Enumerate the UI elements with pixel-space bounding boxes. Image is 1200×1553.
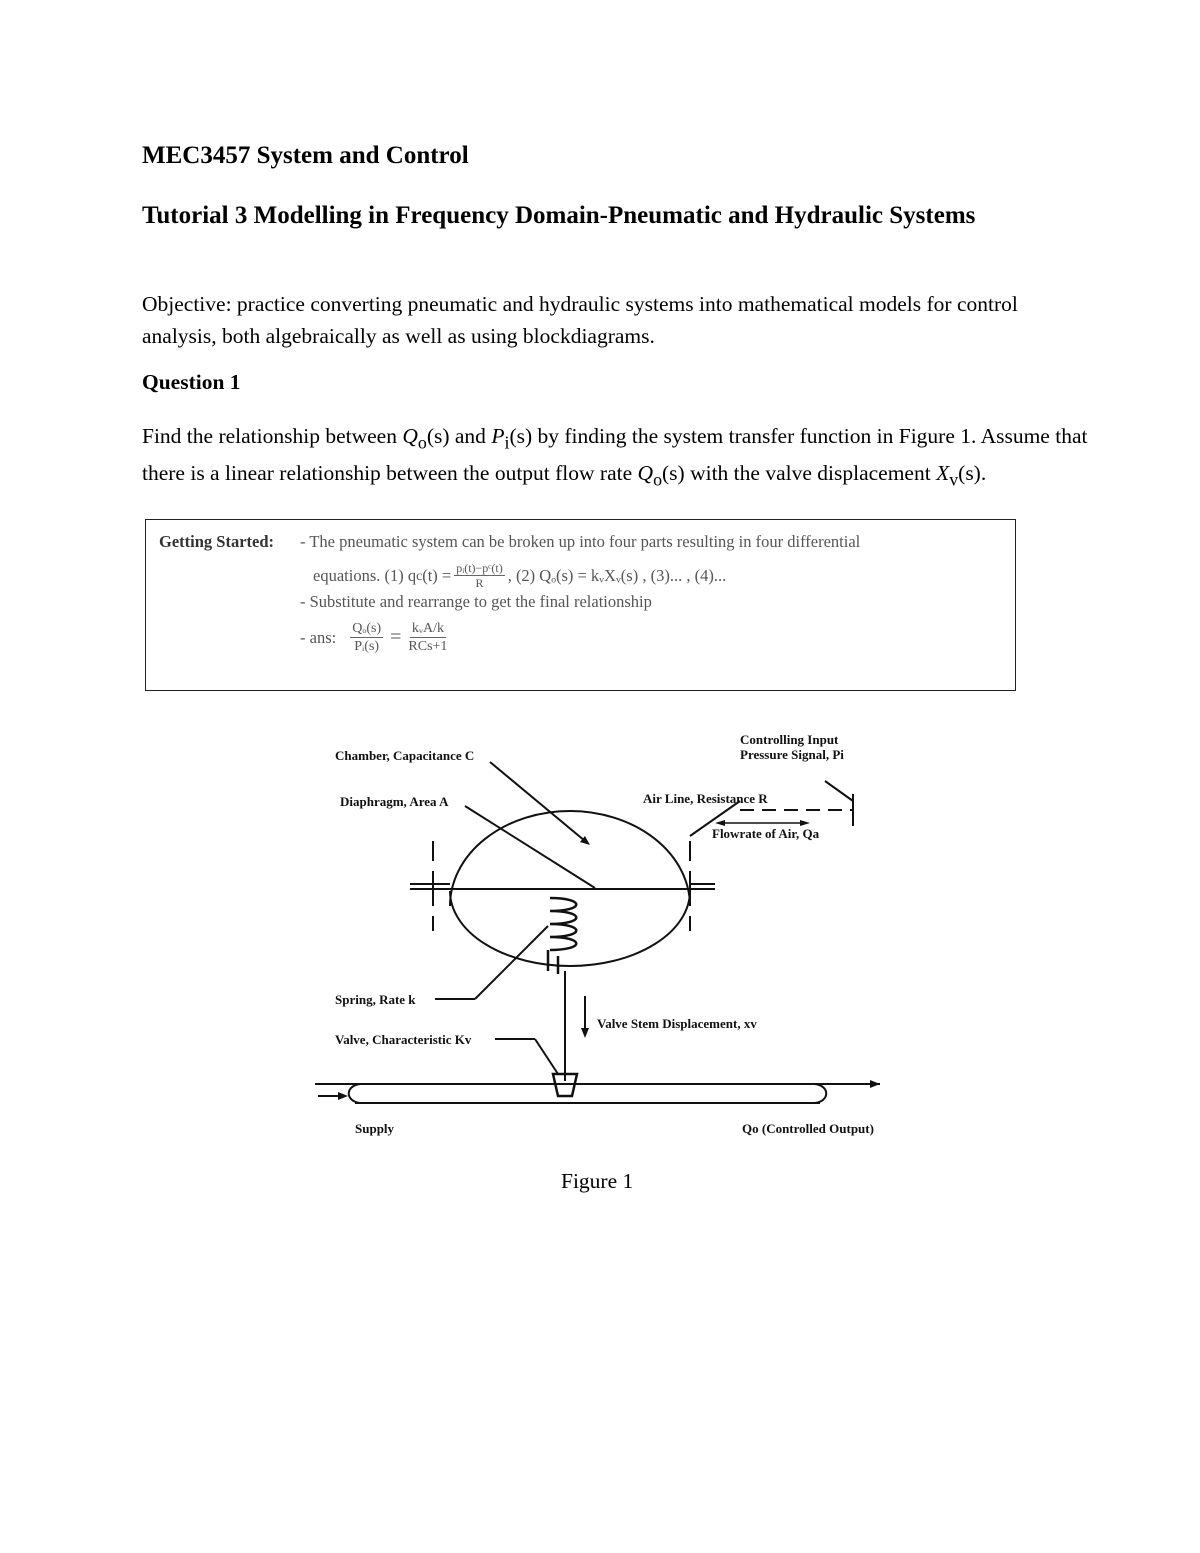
arg-s: (s)	[958, 461, 981, 486]
figure-caption: Figure 1	[561, 1169, 634, 1193]
question-and: and	[449, 424, 492, 448]
var-Xv-sub: v	[949, 469, 959, 490]
ans-rhs-fraction	[408, 620, 447, 655]
diaphragm-leader	[465, 806, 595, 888]
eq1-t: (t) =	[422, 565, 452, 585]
var-Qo: Q	[637, 461, 654, 486]
var-Qo: Q	[402, 424, 418, 448]
chamber-top-arc	[450, 811, 690, 906]
question-part2: by finding the system transfer function in Figure 1. Assume that there is a linear relationship between the output flow rate	[142, 424, 1088, 486]
getting-started-line1: - The pneumatic system can be broken up into four parts resulting in four differential	[300, 532, 861, 551]
arg-s: (s)	[509, 424, 533, 448]
getting-started-box	[145, 519, 1016, 691]
ans-rhs-num: kᵥA/k	[411, 621, 444, 636]
question-part3: with the valve displacement	[684, 461, 937, 486]
label-diaphragm: Diaphragm, Area A	[340, 794, 449, 809]
eq1-prefix: equations. (1) q	[313, 565, 417, 585]
var-Qo-sub: o	[417, 432, 427, 453]
valve-leader	[535, 1039, 558, 1074]
pneumatic-valve-diagram	[300, 726, 900, 1146]
supply-arrowhead	[338, 1092, 348, 1100]
pipe-right-end	[815, 1084, 826, 1103]
getting-started-line2	[313, 561, 726, 590]
label-supply: Supply	[355, 1121, 395, 1136]
var-Xv: X	[936, 461, 950, 486]
eq1-sub: c	[416, 567, 423, 583]
label-output: Qo (Controlled Output)	[742, 1121, 874, 1136]
var-Pi: P	[491, 424, 505, 448]
figure-1-diagram	[300, 726, 900, 1146]
ans-lhs-fraction	[350, 620, 383, 655]
objective-paragraph: Objective: practice converting pneumatic and hydraulic systems into mathematical models for control analysis, both algebraically as well as using blockdiagrams.	[142, 292, 1018, 348]
label-controlling-input-1: Controlling Input	[740, 732, 839, 747]
label-chamber: Chamber, Capacitance C	[335, 748, 475, 763]
input-leader	[825, 781, 853, 801]
eq1-fraction	[454, 561, 504, 590]
ans-lhs-den: Pᵢ(s)	[354, 639, 380, 654]
label-flowrate: Flowrate of Air, Qa	[712, 826, 820, 841]
eq-rest: , (2) Qₒ(s) = kᵥXᵥ(s) , (3)... , (4)...	[507, 565, 727, 585]
eq1-denominator: R	[475, 576, 484, 590]
question-part1: Find the relationship between	[142, 424, 403, 448]
ans-prefix: - ans:	[300, 627, 337, 647]
label-spring: Spring, Rate k	[335, 992, 416, 1007]
tutorial-subtitle: Tutorial 3 Modelling in Frequency Domain-Pneumatic and Hydraulic Systems	[142, 202, 976, 229]
label-valve-stem: Valve Stem Displacement, xv	[597, 1016, 757, 1031]
label-air-line: Air Line, Resistance R	[643, 791, 768, 806]
getting-started-answer	[300, 620, 450, 655]
ans-rhs-den: RCs+1	[408, 639, 448, 654]
label-controlling-input-2: Pressure Signal, Pi	[740, 747, 844, 762]
label-valve: Valve, Characteristic Kv	[335, 1032, 472, 1047]
var-Pi-sub: i	[504, 432, 510, 453]
var-Qo-sub: o	[653, 469, 663, 490]
arg-s: (s)	[426, 424, 450, 448]
chamber-bottom-arc	[450, 891, 690, 966]
eq1-numerator: pᵢ(t)−pᶜ(t)	[456, 561, 503, 575]
spring-coil	[548, 898, 576, 974]
ans-lhs-num: Qₒ(s)	[352, 621, 382, 636]
output-arrowhead	[870, 1080, 880, 1088]
pipe-left-end	[349, 1084, 360, 1103]
chamber-leader	[490, 762, 585, 841]
arg-s: (s)	[662, 461, 685, 486]
question-text	[142, 421, 1102, 496]
document-title: MEC3457 System and Control	[142, 142, 469, 169]
getting-started-label: Getting Started:	[159, 532, 275, 551]
ans-equals: =	[390, 626, 402, 648]
question-end: .	[980, 461, 987, 486]
stem-displacement-arrowhead	[581, 1028, 589, 1038]
getting-started-line3: - Substitute and rearrange to get the final relationship	[300, 592, 652, 611]
question-heading: Question 1	[142, 370, 241, 394]
